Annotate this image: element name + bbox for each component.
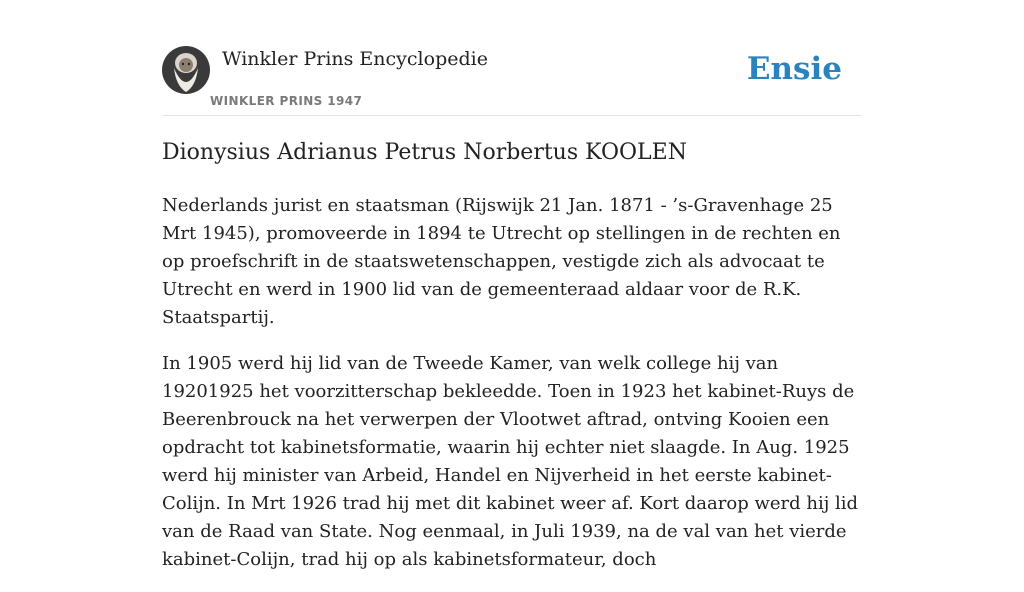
article-body xyxy=(162,192,862,592)
article-paragraph: Nederlands jurist en staatsman (Rijswijk 21 Jan. 1871 - ’s-Gravenhage 25 Mrt 1945), promoveerde in 1894 te Utrecht op stellingen in de rechten en op proefschrift in de staatswetenschappen, vestigde zich als advocaat te Utrecht en werd in 1900 lid van de gemeenteraad aldaar voor de R.K. Staatspartij. xyxy=(162,195,841,328)
source-subtitle[interactable]: WINKLER PRINS 1947 xyxy=(210,94,363,108)
header-divider xyxy=(162,115,862,116)
source-avatar-icon[interactable] xyxy=(162,46,210,94)
article-title: Dionysius Adrianus Petrus Norbertus KOOLEN xyxy=(162,140,687,165)
ensie-logo[interactable]: Ensie xyxy=(746,51,842,87)
source-title[interactable]: Winkler Prins Encyclopedie xyxy=(222,48,488,70)
source-header xyxy=(162,46,862,116)
article-paragraph: In 1905 werd hij lid van de Tweede Kamer, van welk college hij van 19201925 het voorzitterschap bekleedde. Toen in 1923 het kabinet-Ruys de Beerenbrouck na het verwerpen der Vlootwet aftrad, ontving Kooien een opdracht tot kabinetsformatie, waarin hij echter niet slaagde. In Aug. 1925 werd hij minister van Arbeid, Handel en Nijverheid in het eerste kabinet-Colijn. In Mrt 1926 trad hij met dit kabinet weer af. Kort daarop werd hij lid van de Raad van State. Nog eenmaal, in Juli 1939, na de val van het vierde kabinet-Colijn, trad hij op als kabinetsformateur, doch xyxy=(162,353,859,570)
